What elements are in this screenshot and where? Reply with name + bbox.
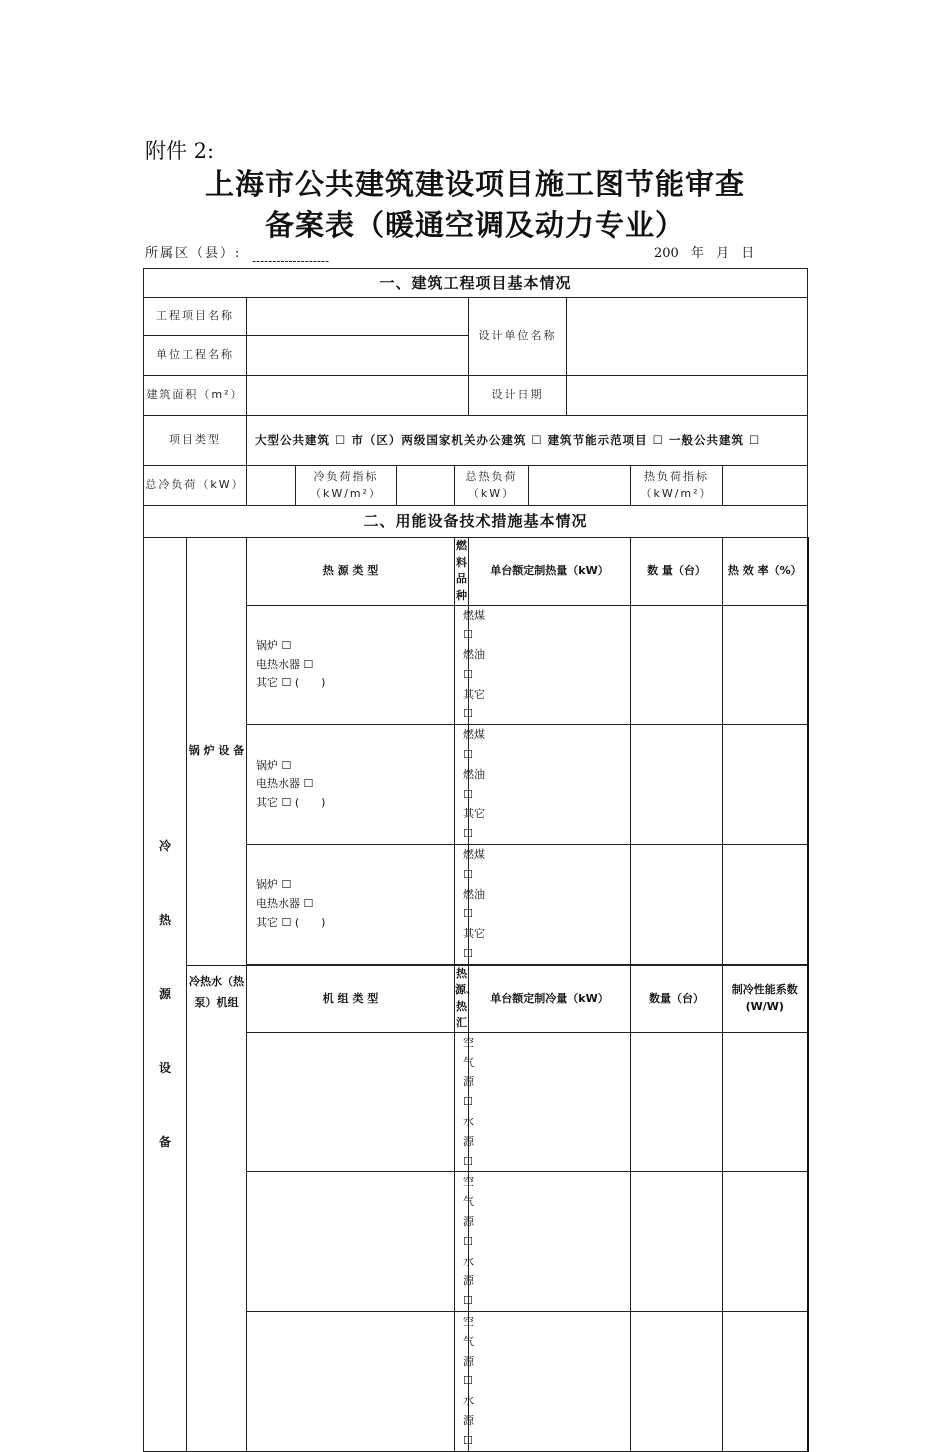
page-subtitle: 备案表（暖通空调及动力专业） [264,208,685,242]
col-unit-type: 机 组 类 型 [247,965,455,1032]
section2-title: 二、用能设备技术措施基本情况 [144,506,808,538]
rated-cooling-field[interactable] [469,1312,631,1452]
page-title: 上海市公共建筑建设项目施工图节能审查 [204,167,745,201]
district-blank[interactable]: ------------------- [252,254,330,268]
quantity-field[interactable] [631,605,723,725]
efficiency-field[interactable] [723,845,808,965]
col-cop: 制冷性能系数(W/W) [723,965,808,1032]
boiler-type-options[interactable]: 锅炉 ☐ 电热水器 ☐ 其它 ☐ ( ) [247,605,455,725]
heat-source-group-label: 冷 热 源 设 备 [144,538,187,1452]
attachment-label: 附件 2: [145,139,215,163]
district-label: 所属区（县）: [145,246,242,261]
unit-type-field[interactable] [247,1172,455,1312]
unit-name-label: 单位工程名称 [144,336,247,376]
designer-field[interactable] [567,298,808,376]
unit-type-field[interactable] [247,1032,455,1172]
quantity-field[interactable] [631,725,723,845]
design-date-field[interactable] [567,376,808,416]
heat-total-field[interactable] [529,466,631,506]
col-thermal-efficiency: 热 效 率（%） [723,538,808,606]
rated-cooling-field[interactable] [469,1172,631,1312]
cool-total-label: 总冷负荷（kW） [144,466,247,506]
area-field[interactable] [247,376,469,416]
project-type-label: 项目类型 [144,416,247,466]
heat-index-field[interactable] [723,466,808,506]
col-quantity: 数 量（台） [631,538,723,606]
project-name-label: 工程项目名称 [144,298,247,336]
efficiency-field[interactable] [723,725,808,845]
quantity-field[interactable] [631,1032,723,1172]
cool-total-field[interactable] [247,466,296,506]
cool-index-label: 冷负荷指标（kW/m²） [296,466,397,506]
fuel-options[interactable]: 燃 煤 ☐ 燃 油 ☐ 其 它 ☐ [455,725,469,845]
rated-cooling-field[interactable] [469,1032,631,1172]
cool-index-field[interactable] [397,466,455,506]
col-rated-heating: 单台额定制热量（kW） [469,538,631,606]
project-name-field[interactable] [247,298,469,336]
unit-name-field[interactable] [247,336,469,376]
section1-title: 一、建筑工程项目基本情况 [144,269,808,298]
quantity-field[interactable] [631,845,723,965]
quantity-field[interactable] [631,1312,723,1452]
cop-field[interactable] [723,1032,808,1172]
boiler-equipment-label: 锅 炉 设 备 [187,538,247,966]
heat-total-label: 总热负荷（kW） [455,466,529,506]
fuel-options[interactable]: 燃 煤 ☐ 燃 油 ☐ 其 它 ☐ [455,605,469,725]
boiler-type-options[interactable]: 锅炉 ☐ 电热水器 ☐ 其它 ☐ ( ) [247,845,455,965]
design-date-label: 设计日期 [469,376,567,416]
heat-index-label: 热负荷指标（kW/m²） [631,466,723,506]
boiler-type-options[interactable]: 锅炉 ☐ 电热水器 ☐ 其它 ☐ ( ) [247,725,455,845]
source-options[interactable]: 空 气 源 ☐ 水 源 ☐ [455,1032,469,1172]
designer-label: 设计单位名称 [469,298,567,376]
col-fuel-type: 燃料品种 [455,538,469,606]
col-quantity: 数量（台） [631,965,723,1032]
source-options[interactable]: 空 气 源 ☐ 水 源 ☐ [455,1172,469,1312]
cop-field[interactable] [723,1312,808,1452]
rated-heating-field[interactable] [469,845,631,965]
fuel-options[interactable]: 燃 煤 ☐ 燃 油 ☐ 其 它 ☐ [455,845,469,965]
cop-field[interactable] [723,1172,808,1312]
filing-form [143,268,809,1452]
project-type-options[interactable]: 大型公共建筑 ☐ 市（区）两级国家机关办公建筑 ☐ 建筑节能示范项目 ☐ 一般公共建筑 ☐ [247,416,808,466]
source-options[interactable]: 空 气 源 ☐ 水 源 ☐ [455,1312,469,1452]
col-heat-source-type: 热 源 类 型 [247,538,455,606]
chiller-unit-label: 冷热水（热泵）机组 [187,965,247,1451]
quantity-field[interactable] [631,1172,723,1312]
col-rated-cooling: 单台额定制冷量（kW） [469,965,631,1032]
area-label: 建筑面积（m²） [144,376,247,416]
rated-heating-field[interactable] [469,725,631,845]
unit-type-field[interactable] [247,1312,455,1452]
efficiency-field[interactable] [723,605,808,725]
date-field[interactable]: 200 年 月 日 [654,246,755,261]
col-heat-source-sink: 热源、热汇 [455,965,469,1032]
rated-heating-field[interactable] [469,605,631,725]
